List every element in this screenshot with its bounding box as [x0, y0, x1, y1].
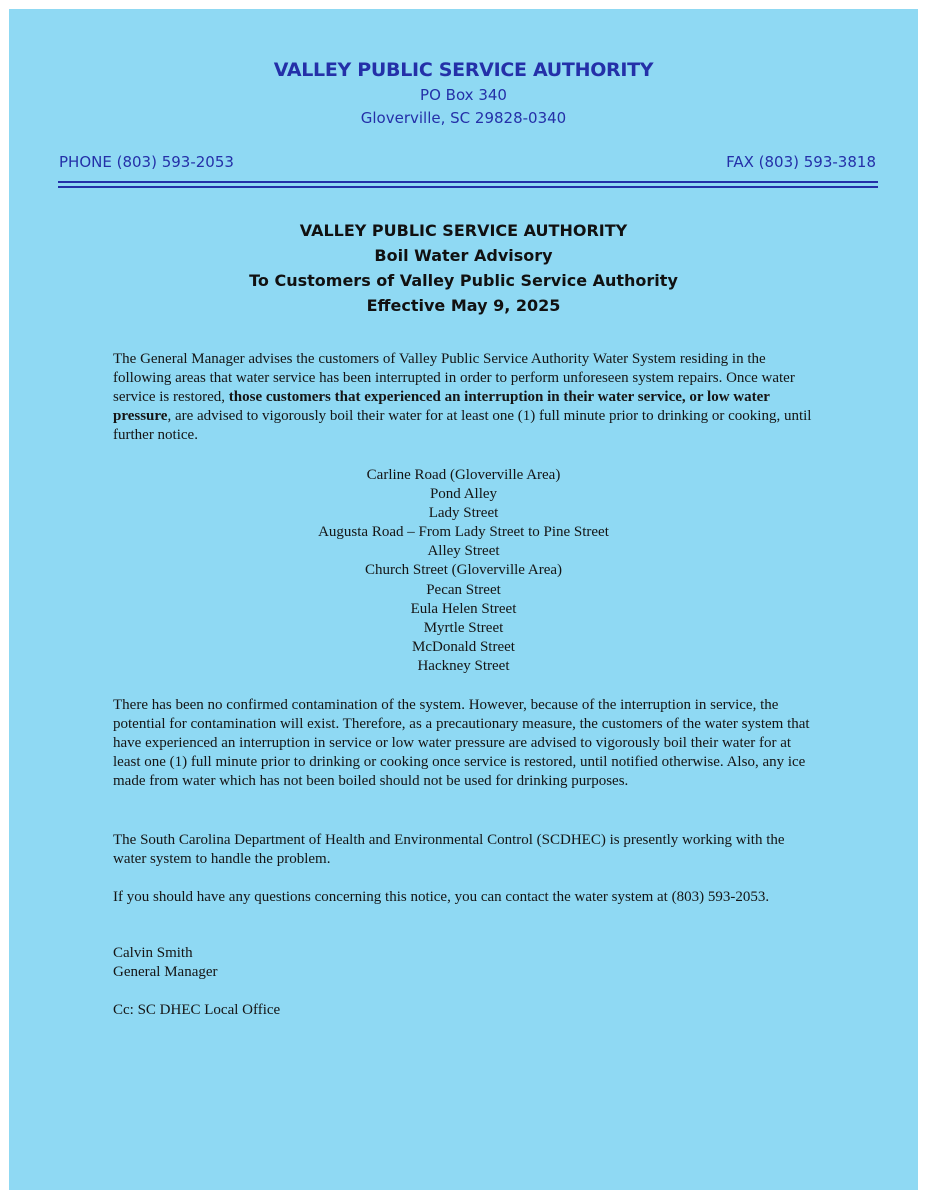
advisory-title-organization: VALLEY PUBLIC SERVICE AUTHORITY [299, 221, 628, 240]
street-item: Eula Helen Street [410, 600, 517, 617]
letterhead-city-state-zip: Gloverville, SC 29828-0340 [360, 109, 567, 127]
notice-page [9, 9, 918, 1190]
letterhead-phone: PHONE (803) 593-2053 [59, 153, 234, 171]
letterhead-fax: FAX (803) 593-3818 [726, 153, 876, 171]
letterhead-divider-bottom [58, 186, 878, 188]
paragraph-intro-outro-text: , are advised to vigorously boil their water for at least one (1) full minute prior to drinking or cooking, until further notice. [113, 408, 812, 443]
street-item: Augusta Road – From Lady Street to Pine Street [318, 524, 609, 541]
street-item: Myrtle Street [423, 619, 504, 636]
advisory-paragraph-scdhec: The South Carolina Department of Health and Environmental Control (SCDHEC) is presently working with the water system to handle the problem. [113, 832, 785, 867]
street-item: Pond Alley [429, 486, 498, 503]
street-item: Pecan Street [426, 581, 501, 598]
advisory-title-heading: Boil Water Advisory [374, 246, 553, 265]
street-item: Hackney Street [417, 657, 510, 674]
affected-streets-list [9, 466, 918, 676]
advisory-title-block [9, 218, 918, 318]
letterhead-divider-top [58, 181, 878, 183]
advisory-paragraph-contamination: There has been no confirmed contamination of the system. However, because of the interruption in service, the potential for contamination will exist. Therefore, as a precautionary measure, the customers of the water system that have experienced an interruption in service or low water pressure are advised to vigorously boil their water for at least one (1) full minute prior to drinking or cooking once service is restored, until notified otherwise. Also, any ice made from water which has not been boiled should not be used for drinking purposes. [113, 697, 810, 789]
advisory-title-effective-date: Effective May 9, 2025 [366, 296, 561, 315]
street-item: Lady Street [428, 505, 499, 522]
letterhead-po-box: PO Box 340 [420, 86, 507, 104]
signature-title: General Manager [113, 964, 218, 980]
street-item: Church Street (Gloverville Area) [364, 562, 562, 579]
paragraph-intro-bold-text: those customers that experienced an interruption in their water service, or low water pressure [113, 389, 770, 424]
advisory-title-audience: To Customers of Valley Public Service Authority [249, 271, 678, 290]
paragraph-intro-text: The General Manager advises the customers of Valley Public Service Authority Water System residing in the following areas that water service has been interrupted in order to perform unforeseen system repairs. Once water service is restored, [113, 351, 795, 405]
carbon-copy-line: Cc: SC DHEC Local Office [113, 1002, 281, 1018]
signature-name: Calvin Smith [113, 945, 193, 961]
street-item: Carline Road (Gloverville Area) [366, 467, 561, 483]
letterhead-organization: VALLEY PUBLIC SERVICE AUTHORITY [273, 59, 654, 81]
advisory-paragraph-intro [113, 350, 813, 445]
street-item: McDonald Street [412, 638, 515, 655]
street-item: Alley Street [427, 543, 500, 560]
advisory-paragraph-contact: If you should have any questions concerning this notice, you can contact the water system at (803) 593-2053. [113, 889, 770, 905]
signature-block [113, 944, 813, 982]
